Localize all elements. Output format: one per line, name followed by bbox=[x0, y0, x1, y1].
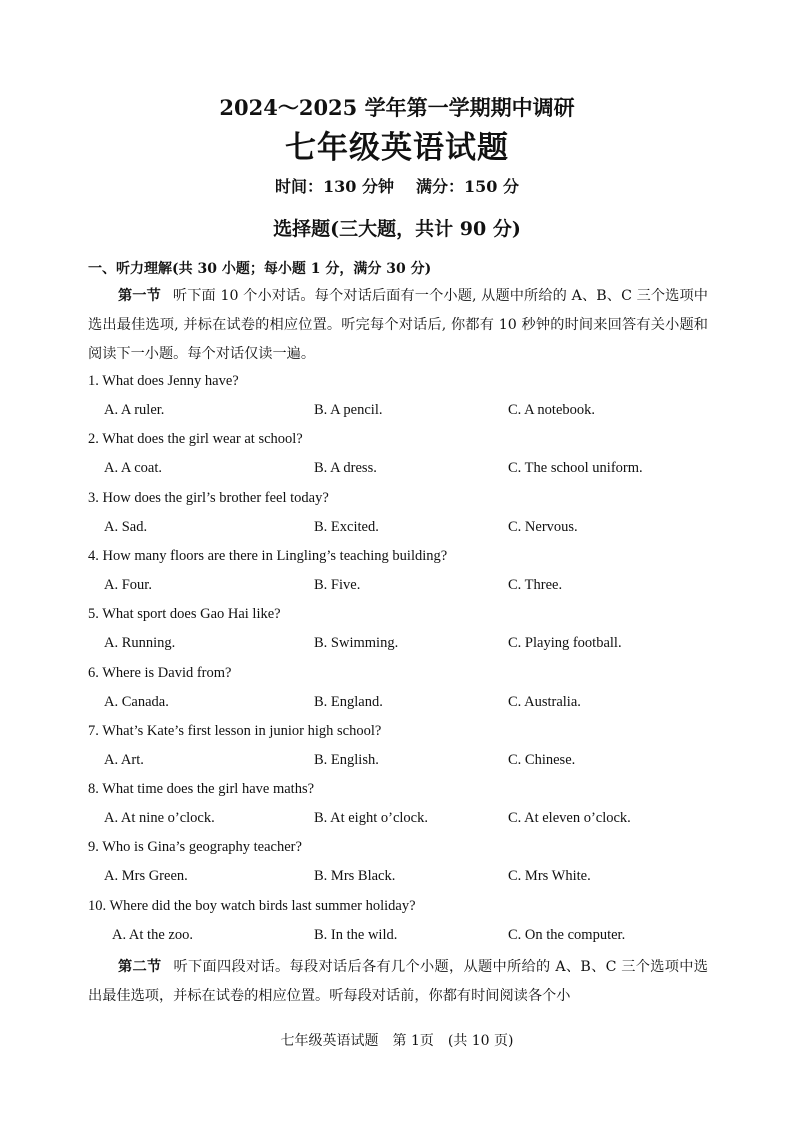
option-a: A. Mrs Green. bbox=[104, 868, 188, 885]
question-stem: 10. Where did the boy watch birds last summer holiday? bbox=[88, 897, 416, 914]
question-stem: 1. What does Jenny have? bbox=[88, 373, 239, 389]
exam-term-title: 2024～2025 学年第一学期期中调研 bbox=[219, 95, 575, 120]
option-c: C. Three. bbox=[508, 576, 563, 593]
option-a: A. At nine o’clock. bbox=[104, 810, 215, 827]
part1-heading: 一、听力理解(共 30 小题；每小题 1 分，满分 30 分) bbox=[88, 261, 432, 277]
option-c: C. On the computer. bbox=[508, 926, 626, 943]
option-c: C. A notebook. bbox=[508, 402, 596, 418]
section1-text: 听下面 10 个小对话。每个对话后面有一个小题, 从题中所给的 A、B、C 三个选项中选出最佳选项, 并标在试卷的相应位置。听完每个对话后, 你都有 10 秒钟的时间来回答有关小题和阅读下一小题。每个对话仅读一遍。 bbox=[88, 288, 708, 362]
page-footer bbox=[0, 1030, 794, 1050]
option-a: A. Canada. bbox=[104, 693, 169, 710]
option-c: C. Playing football. bbox=[508, 635, 622, 652]
section1-instructions bbox=[88, 282, 708, 369]
question-stem: 2. What does the girl wear at school? bbox=[88, 431, 303, 448]
option-b: B. England. bbox=[314, 693, 383, 710]
option-a: A. A coat. bbox=[104, 460, 162, 477]
time-label: 时间：130 分钟 bbox=[275, 177, 394, 196]
question-stem: 5. What sport does Gao Hai like? bbox=[88, 606, 281, 623]
option-c: C. Australia. bbox=[508, 693, 581, 710]
section1-label: 第一节 bbox=[118, 288, 161, 304]
option-c: C. Nervous. bbox=[508, 518, 578, 535]
section2-text: 听下面四段对话。每段对话后各有几个小题，从题中所给的 A、B、C 三个选项中选出最佳选项，并标在试卷的相应位置。听每段对话前，你都有时间阅读各个小 bbox=[88, 959, 708, 1004]
question-stem: 7. What’s Kate’s first lesson in junior high school? bbox=[88, 722, 382, 739]
question-stem: 4. How many floors are there in Lingling’s teaching building? bbox=[88, 547, 448, 564]
option-a: A. Running. bbox=[104, 635, 176, 652]
option-c: C. The school uniform. bbox=[508, 460, 643, 477]
question-stem: 8. What time does the girl have maths? bbox=[88, 781, 315, 798]
option-b: B. A dress. bbox=[314, 460, 377, 477]
option-c: C. Mrs White. bbox=[508, 868, 591, 885]
option-b: B. A pencil. bbox=[314, 402, 383, 418]
option-a: A. Sad. bbox=[104, 518, 148, 535]
section2-instructions bbox=[88, 953, 708, 1011]
option-b: B. At eight o’clock. bbox=[314, 810, 428, 827]
footer-page: 第 1页 bbox=[392, 1033, 434, 1049]
section-title: 选择题(三大题，共计 90 分) bbox=[273, 218, 521, 240]
footer-total: (共 10 页) bbox=[447, 1033, 514, 1049]
exam-meta bbox=[0, 174, 794, 197]
option-c: C. Chinese. bbox=[508, 751, 576, 768]
option-a: A. A ruler. bbox=[104, 402, 165, 418]
option-b: B. Mrs Black. bbox=[314, 868, 396, 885]
option-b: B. In the wild. bbox=[314, 926, 398, 943]
question-stem: 9. Who is Gina’s geography teacher? bbox=[88, 839, 302, 856]
exam-subject-title: 七年级英语试题 bbox=[285, 130, 509, 166]
option-a: A. At the zoo. bbox=[112, 926, 193, 943]
option-c: C. At eleven o’clock. bbox=[508, 810, 631, 827]
footer-title: 七年级英语试题 bbox=[280, 1033, 379, 1049]
option-b: B. Five. bbox=[314, 576, 361, 593]
option-a: A. Art. bbox=[104, 751, 144, 768]
option-b: B. Excited. bbox=[314, 518, 379, 535]
question-stem: 3. How does the girl’s brother feel today? bbox=[88, 489, 329, 506]
option-b: B. English. bbox=[314, 751, 379, 768]
section2-label: 第二节 bbox=[118, 959, 162, 975]
option-b: B. Swimming. bbox=[314, 635, 399, 652]
option-a: A. Four. bbox=[104, 576, 152, 593]
question-stem: 6. Where is David from? bbox=[88, 664, 232, 681]
score-label: 满分：150 分 bbox=[416, 177, 519, 196]
